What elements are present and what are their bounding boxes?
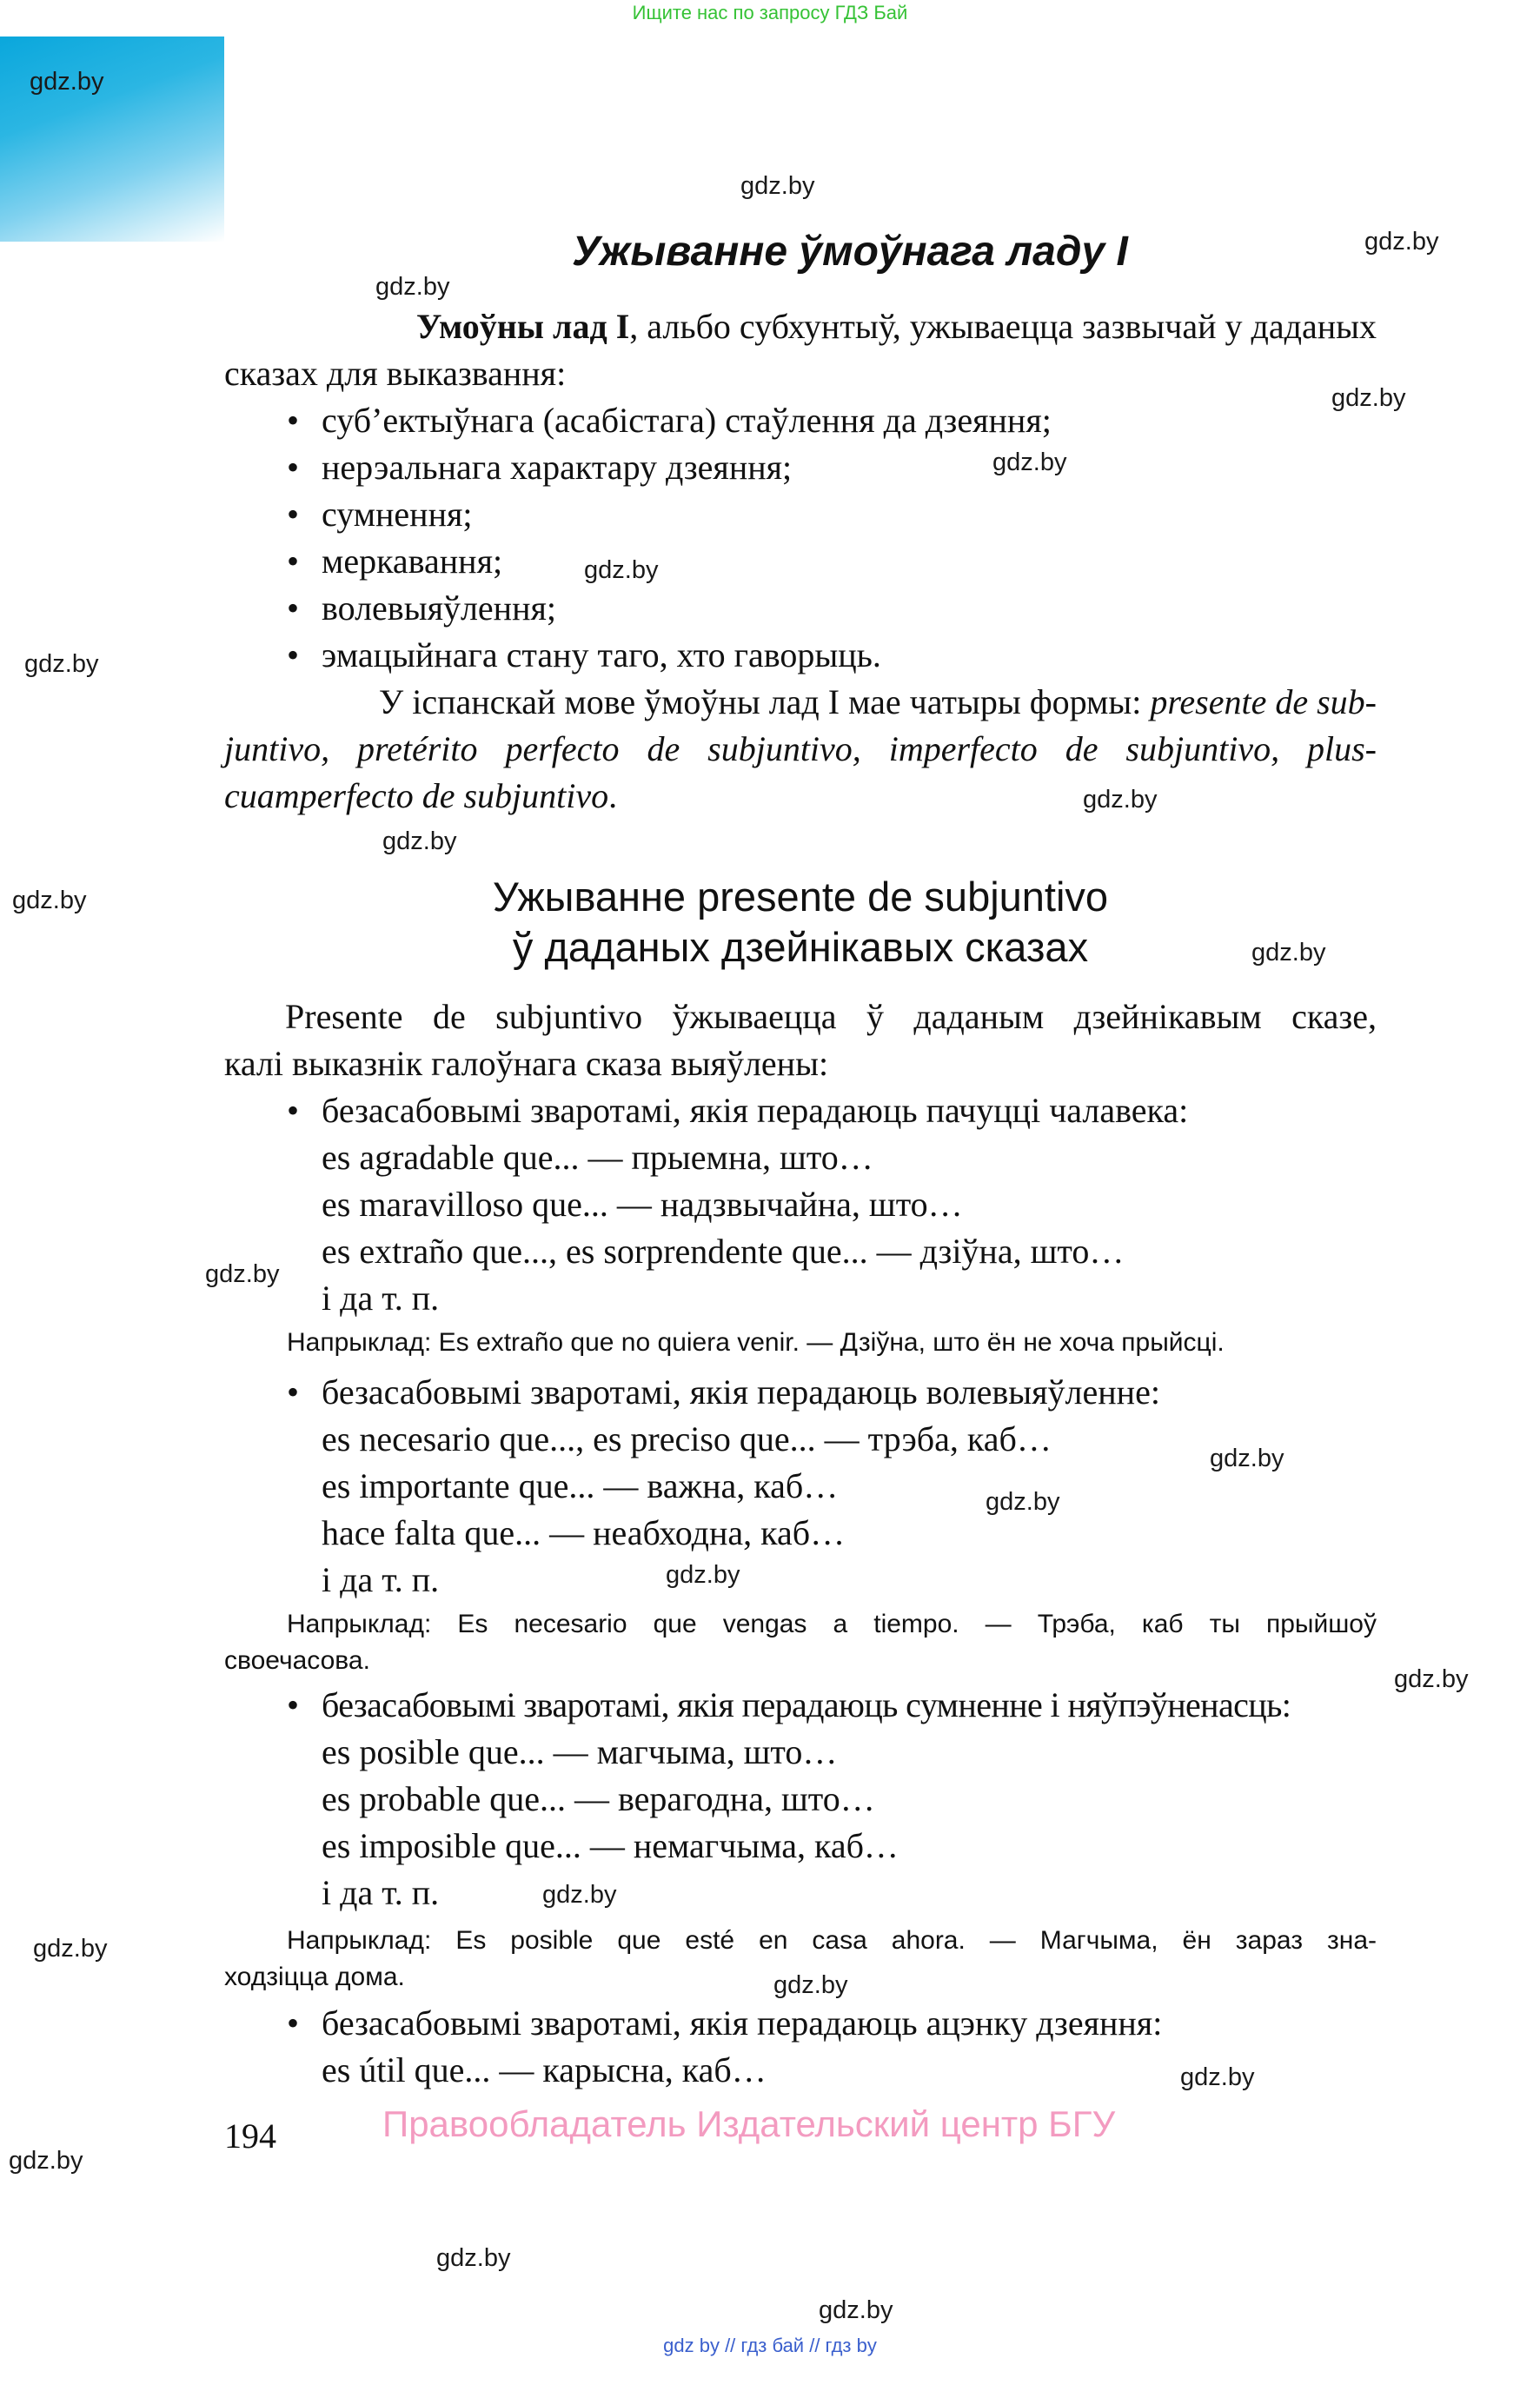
bullet: •: [287, 588, 300, 628]
watermark: gdz.by: [584, 556, 659, 584]
list-item: волевыяўлення;: [322, 588, 556, 628]
forms-italic: cuamperfecto de subjuntivo: [224, 776, 609, 815]
group-bullet: безасабовымі зваротамі, якія перадаюць ацэнку дзеяння:: [322, 2003, 1163, 2043]
subsection-heading-line-2: ў даданых дзейнікавых сказах: [512, 924, 1089, 970]
phrase-item: es útil que... — карысна, каб…: [322, 2050, 767, 2089]
presente-line-1: Presente de subjuntivo ўжываецца ў даданым дзейнікавым сказе,: [285, 997, 1377, 1036]
watermark: gdz.by: [819, 2296, 893, 2324]
example-line: своечасова.: [224, 1646, 370, 1675]
presente-line-2: калі выказнік галоўнага сказа выяўлены:: [224, 1044, 829, 1083]
intro-line-1: [224, 306, 1377, 347]
example-line: ходзіцца дома.: [224, 1963, 405, 1991]
bullet: •: [287, 635, 300, 674]
watermark: gdz.by: [205, 1260, 280, 1288]
watermark: gdz.by: [1331, 384, 1406, 412]
watermark: gdz.by: [666, 1561, 740, 1589]
watermark: gdz.by: [1180, 2063, 1255, 2091]
example-line: Напрыклад: Es posible que esté en casa ahora. — Магчыма, ён зараз зна-: [287, 1926, 1377, 1955]
watermark: gdz.by: [992, 448, 1067, 476]
group-bullet: безасабовымі зваротамі, якія перадаюць пачуцці чалавека:: [322, 1091, 1189, 1130]
phrase-item: і да т. п.: [322, 1279, 440, 1318]
forms-italic: presente de sub-: [1150, 682, 1377, 721]
phrase-item: і да т. п.: [322, 1873, 440, 1912]
bottom-links[interactable]: gdz by // гдз бай // гдз by: [663, 2335, 877, 2356]
list-item: суб’ектыўнага (асабістага) стаўлення да дзеяння;: [322, 401, 1052, 440]
phrase-item: es posible que... — магчыма, што…: [322, 1732, 838, 1771]
forms-line-1: [224, 681, 1377, 722]
watermark: gdz.by: [986, 1488, 1060, 1516]
forms-italic: juntivo, pretérito perfecto de subjuntivo, imperfecto de subjuntivo, plus-: [224, 729, 1377, 768]
subsection-heading-line-1: Ужыванне presente de subjuntivo: [492, 874, 1109, 920]
watermark: gdz.by: [375, 273, 450, 301]
forms-line-2: [224, 728, 1377, 769]
bullet: •: [287, 2003, 300, 2043]
intro-rest: , альбо субхунтыў, ужываецца зазвычай у даданых: [629, 307, 1377, 346]
forms-text: У іспанскай мове ўмоўны лад I мае чатыры формы:: [378, 682, 1142, 721]
phrase-item: es necesario que..., es preciso que... — трэба, каб…: [322, 1419, 1052, 1458]
watermark: gdz.by: [1364, 228, 1439, 256]
group-bullet: безасабовымі зваротамі, якія перадаюць сумненне і няўпэўненасць:: [322, 1685, 1291, 1724]
bullet: •: [287, 448, 300, 487]
section-heading: Ужыванне ўмоўнага ладу I: [572, 229, 1128, 275]
watermark: gdz.by: [1210, 1445, 1284, 1472]
forms-line-3: [224, 775, 617, 816]
watermark: gdz.by: [30, 68, 104, 96]
bullet: •: [287, 1372, 300, 1412]
watermark: gdz.by: [773, 1971, 848, 1999]
group-bullet: безасабовымі зваротамі, якія перадаюць волевыяўленне:: [322, 1372, 1160, 1412]
phrase-item: es extraño que..., es sorprendente que... — дзіўна, што…: [322, 1232, 1125, 1271]
phrase-item: hace falta que... — неабходна, каб…: [322, 1513, 846, 1552]
watermark: gdz.by: [1394, 1665, 1469, 1693]
bullet: •: [287, 401, 300, 440]
list-item: сумнення;: [322, 495, 473, 534]
bullet: •: [287, 495, 300, 534]
list-item: меркавання;: [322, 541, 503, 581]
bullet: •: [287, 1091, 300, 1130]
phrase-item: es maravilloso que... — надзвычайна, што…: [322, 1185, 963, 1224]
list-item: эмацыйнага стану таго, хто гаворыць.: [322, 635, 881, 674]
watermark: gdz.by: [1083, 786, 1158, 814]
watermark: gdz.by: [740, 172, 815, 200]
intro-term: Умоўны лад I: [415, 307, 630, 346]
page-number: 194: [224, 2116, 276, 2156]
list-item: нерэальнага характару дзеяння;: [322, 448, 793, 487]
forms-end: .: [608, 776, 618, 815]
watermark: gdz.by: [542, 1881, 617, 1909]
watermark: gdz.by: [1251, 939, 1326, 967]
publisher-notice: Правообладатель Издательский центр БГУ: [382, 2103, 1116, 2144]
top-banner: Ищите нас по запросу ГДЗ Бай: [632, 2, 908, 23]
bullet: •: [287, 541, 300, 581]
watermark: gdz.by: [24, 650, 99, 678]
phrase-item: es imposible que... — немагчыма, каб…: [322, 1826, 899, 1865]
watermark: gdz.by: [9, 2147, 83, 2175]
phrase-item: es agradable que... — прыемна, што…: [322, 1138, 873, 1177]
phrase-item: es importante que... — важна, каб…: [322, 1466, 839, 1505]
example-line: Напрыклад: Es extraño que no quiera venir. — Дзіўна, што ён не хоча прыйсці.: [287, 1328, 1225, 1357]
phrase-item: і да т. п.: [322, 1560, 440, 1599]
example-line: Напрыклад: Es necesario que vengas a tiempo. — Трэба, каб ты прыйшоў: [287, 1610, 1377, 1638]
bullet: •: [287, 1685, 300, 1724]
watermark: gdz.by: [436, 2244, 511, 2272]
intro-line-2: сказах для выказвання:: [224, 354, 567, 393]
watermark: gdz.by: [12, 887, 87, 914]
watermark: gdz.by: [33, 1935, 108, 1963]
phrase-item: es probable que... — верагодна, што…: [322, 1779, 875, 1818]
watermark: gdz.by: [382, 827, 457, 855]
